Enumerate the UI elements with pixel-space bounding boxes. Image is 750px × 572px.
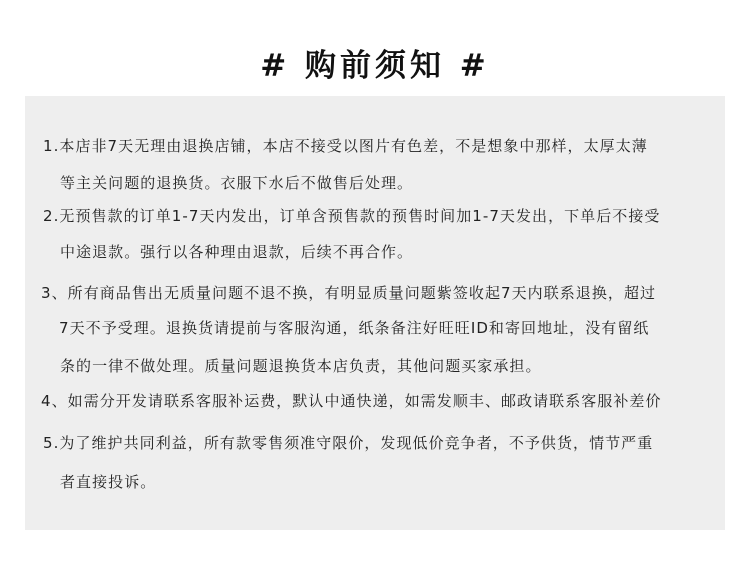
footer-space [0,530,750,572]
notice-line-10: 者直接投诉。 [60,473,157,491]
notice-line-1: 1.本店非7天无理由退换店铺，本店不接受以图片有色差，不是想象中那样，太厚太薄 [43,137,648,155]
notice-line-3: 2.无预售款的订单1-7天内发出，订单含预售款的预售时间加1-7天发出，下单后不接受 [43,207,661,225]
notice-panel [25,96,725,530]
notice-line-2: 等主关问题的退换货。衣服下水后不做售后处理。 [60,174,414,192]
notice-line-5: 3、所有商品售出无质量问题不退不换，有明显质量问题紫签收起7天内联系退换，超过 [41,284,657,302]
notice-line-7: 条的一律不做处理。质量问题退换货本店负责，其他问题买家承担。 [60,357,542,375]
notice-line-9: 5.为了维护共同利益，所有款零售须准守限价，发现低价竞争者，不予供货，情节严重 [43,434,654,452]
page-title: # 购前须知 # [260,48,490,84]
notice-line-6: 7天不予受理。退换货请提前与客服沟通，纸条备注好旺旺ID和寄回地址，没有留纸 [59,319,650,337]
notice-line-8: 4、如需分开发请联系客服补运费，默认中通快递，如需发顺丰、邮政请联系客服补差价 [41,392,662,410]
title-bar [0,0,750,96]
notice-line-4: 中途退款。强行以各种理由退款，后续不再合作。 [60,243,414,261]
